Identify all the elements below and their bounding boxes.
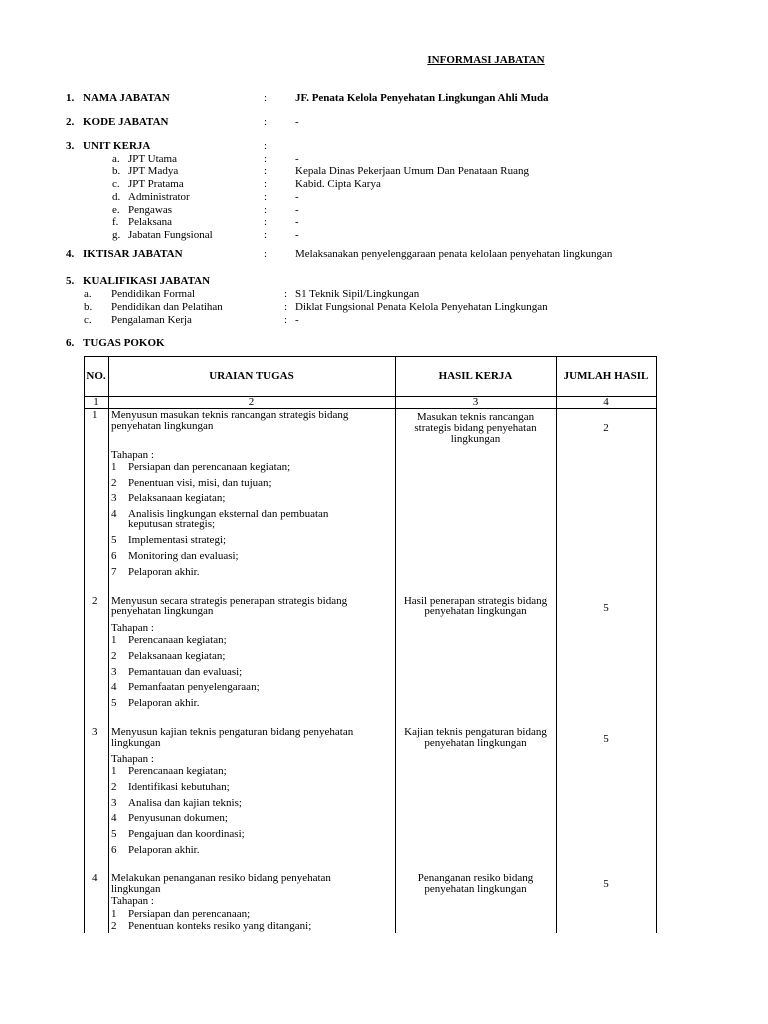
row-uraian: Melakukan penanganan resiko bidang penyehatan bbox=[111, 872, 331, 884]
table-border-left bbox=[84, 356, 85, 933]
page-title: INFORMASI JABATAN bbox=[427, 54, 545, 66]
table-header-no: NO. bbox=[86, 370, 106, 382]
step-num: 4 bbox=[111, 681, 117, 693]
tahapan-label: Tahapan : bbox=[111, 449, 154, 461]
section-number: 6. bbox=[66, 337, 75, 349]
section-number: 4. bbox=[66, 248, 75, 260]
step-num: 6 bbox=[111, 844, 117, 856]
kualifikasi-item-letter: a. bbox=[84, 288, 92, 300]
unit-item-label: Pengawas bbox=[128, 204, 172, 216]
section-label-iktisar-jabatan: IKTISAR JABATAN bbox=[83, 248, 183, 260]
section-label-kualifikasi-jabatan: KUALIFIKASI JABATAN bbox=[83, 275, 211, 287]
row-uraian: Menyusun secara strategis penerapan strategis bidang bbox=[111, 595, 348, 607]
step-text: Implementasi strategi; bbox=[128, 534, 227, 546]
colon: : bbox=[264, 229, 268, 241]
step-num: 1 bbox=[111, 765, 117, 777]
row-jumlah: 5 bbox=[603, 733, 609, 745]
step-text: Penentuan visi, misi, dan tujuan; bbox=[128, 477, 272, 489]
unit-item-value: - bbox=[295, 216, 299, 228]
kualifikasi-item-value: S1 Teknik Sipil/Lingkungan bbox=[295, 288, 420, 300]
step-text: Pemanfaatan penyelengaraan; bbox=[128, 681, 260, 693]
kualifikasi-item-value: - bbox=[295, 314, 299, 326]
colon: : bbox=[264, 178, 268, 190]
iktisar-jabatan-value: Melaksanakan penyelenggaraan penata kelolaan penyehatan lingkungan bbox=[295, 248, 613, 260]
step-num: 2 bbox=[111, 477, 117, 489]
table-col-divider bbox=[556, 356, 557, 933]
step-text: Penyusunan dokumen; bbox=[128, 812, 228, 824]
colon: : bbox=[264, 248, 268, 260]
step-text: Penentuan konteks resiko yang ditangani; bbox=[128, 920, 312, 932]
step-num: 1 bbox=[111, 634, 117, 646]
step-num: 5 bbox=[111, 697, 117, 709]
colon: : bbox=[284, 301, 288, 313]
unit-item-label: JPT Madya bbox=[128, 165, 179, 177]
unit-item-label: JPT Utama bbox=[128, 153, 177, 165]
section-label-unit-kerja: UNIT KERJA bbox=[83, 140, 151, 152]
row-hasil: penyehatan lingkungan bbox=[424, 737, 527, 749]
table-colnum: 4 bbox=[603, 396, 609, 408]
kualifikasi-item-label: Pendidikan dan Pelatihan bbox=[111, 301, 223, 313]
row-no: 4 bbox=[92, 872, 98, 884]
step-text: Pelaporan akhir. bbox=[128, 566, 200, 578]
table-header-jumlah: JUMLAH HASIL bbox=[563, 370, 649, 382]
row-uraian: lingkungan bbox=[111, 883, 161, 895]
section-label-nama-jabatan: NAMA JABATAN bbox=[83, 92, 170, 104]
colon: : bbox=[264, 140, 268, 152]
step-num: 1 bbox=[111, 908, 117, 920]
step-text: Analisis lingkungan eksternal dan pembuatan bbox=[128, 508, 329, 520]
step-num: 3 bbox=[111, 492, 117, 504]
row-uraian: penyehatan lingkungan bbox=[111, 420, 214, 432]
step-num: 3 bbox=[111, 797, 117, 809]
unit-item-value: Kabid. Cipta Karya bbox=[295, 178, 381, 190]
colon: : bbox=[284, 314, 288, 326]
colon: : bbox=[264, 165, 268, 177]
step-num: 1 bbox=[111, 461, 117, 473]
row-no: 3 bbox=[92, 726, 98, 738]
unit-item-letter: b. bbox=[112, 165, 121, 177]
kualifikasi-item-label: Pendidikan Formal bbox=[111, 288, 196, 300]
unit-item-value: - bbox=[295, 229, 299, 241]
row-hasil: strategis bidang penyehatan bbox=[414, 422, 537, 434]
row-hasil: penyehatan lingkungan bbox=[424, 605, 527, 617]
section-number: 5. bbox=[66, 275, 75, 287]
tahapan-label: Tahapan : bbox=[111, 895, 154, 907]
kualifikasi-item-value: Diklat Fungsional Penata Kelola Penyehatan Lingkungan bbox=[295, 301, 548, 313]
colon: : bbox=[264, 116, 268, 128]
unit-item-letter: c. bbox=[112, 178, 120, 190]
unit-item-letter: f. bbox=[112, 216, 119, 228]
step-text: Analisa dan kajian teknis; bbox=[128, 797, 242, 809]
step-text-cont: keputusan strategis; bbox=[128, 518, 216, 530]
table-colnum: 3 bbox=[472, 396, 479, 408]
row-hasil: penyehatan lingkungan bbox=[424, 883, 527, 895]
section-number: 1. bbox=[66, 92, 75, 104]
step-num: 4 bbox=[111, 812, 117, 824]
step-text: Pelaporan akhir. bbox=[128, 844, 200, 856]
unit-item-value: Kepala Dinas Pekerjaan Umum Dan Penataan Ruang bbox=[295, 165, 529, 177]
step-num: 3 bbox=[111, 666, 117, 678]
step-num: 2 bbox=[111, 920, 117, 932]
section-label-kode-jabatan: KODE JABATAN bbox=[83, 116, 169, 128]
colon: : bbox=[264, 216, 268, 228]
row-no: 2 bbox=[92, 595, 98, 607]
step-num: 7 bbox=[111, 566, 117, 578]
row-jumlah: 5 bbox=[603, 602, 609, 614]
unit-item-label: Jabatan Fungsional bbox=[128, 229, 213, 241]
table-colnum: 2 bbox=[248, 396, 255, 408]
row-hasil: lingkungan bbox=[450, 433, 501, 445]
unit-item-letter: d. bbox=[112, 191, 121, 203]
step-text: Pemantauan dan evaluasi; bbox=[128, 666, 243, 678]
step-text: Perencanaan kegiatan; bbox=[128, 634, 227, 646]
step-text: Identifikasi kebutuhan; bbox=[128, 781, 230, 793]
row-uraian: Menyusun kajian teknis pengaturan bidang penyehatan bbox=[111, 726, 354, 738]
step-text: Pelaksanaan kegiatan; bbox=[128, 650, 226, 662]
row-jumlah: 2 bbox=[603, 422, 609, 434]
table-border-top bbox=[84, 356, 657, 357]
unit-item-letter: e. bbox=[112, 204, 120, 216]
nama-jabatan-value: JF. Penata Kelola Penyehatan Lingkungan Ahli Muda bbox=[295, 92, 549, 104]
unit-item-letter: g. bbox=[112, 229, 121, 241]
colon: : bbox=[264, 191, 268, 203]
tahapan-label: Tahapan : bbox=[111, 753, 154, 765]
table-col-divider bbox=[108, 356, 109, 933]
step-text: Pelaksanaan kegiatan; bbox=[128, 492, 226, 504]
unit-item-letter: a. bbox=[112, 153, 120, 165]
row-hasil: Penanganan resiko bidang bbox=[417, 872, 534, 884]
section-label-tugas-pokok: TUGAS POKOK bbox=[83, 337, 165, 349]
step-text: Pengajuan dan koordinasi; bbox=[128, 828, 245, 840]
table-header-uraian: URAIAN TUGAS bbox=[209, 370, 294, 382]
step-num: 2 bbox=[111, 650, 117, 662]
row-uraian: Menyusun masukan teknis rancangan strategis bidang bbox=[111, 409, 349, 421]
step-num: 5 bbox=[111, 534, 117, 546]
step-text: Persiapan dan perencanaan kegiatan; bbox=[128, 461, 291, 473]
step-num: 5 bbox=[111, 828, 117, 840]
colon: : bbox=[264, 153, 268, 165]
row-jumlah: 5 bbox=[603, 878, 609, 890]
row-hasil: Kajian teknis pengaturan bidang bbox=[404, 726, 547, 738]
row-hasil: Masukan teknis rancangan bbox=[416, 411, 535, 423]
kualifikasi-item-letter: b. bbox=[84, 301, 93, 313]
unit-item-label: JPT Pratama bbox=[128, 178, 184, 190]
step-num: 6 bbox=[111, 550, 117, 562]
step-text: Persiapan dan perencanaan; bbox=[128, 908, 251, 920]
row-no: 1 bbox=[92, 409, 98, 421]
kode-jabatan-value: - bbox=[295, 116, 299, 128]
step-text: Perencanaan kegiatan; bbox=[128, 765, 227, 777]
colon: : bbox=[284, 288, 288, 300]
step-num: 4 bbox=[111, 508, 117, 520]
step-num: 2 bbox=[111, 781, 117, 793]
row-uraian: penyehatan lingkungan bbox=[111, 605, 214, 617]
step-text: Monitoring dan evaluasi; bbox=[128, 550, 239, 562]
unit-item-value: - bbox=[295, 191, 299, 203]
table-border-right bbox=[656, 356, 657, 933]
colon: : bbox=[264, 204, 268, 216]
unit-item-label: Administrator bbox=[128, 191, 190, 203]
colon: : bbox=[264, 92, 268, 104]
table-header-hasil: HASIL KERJA bbox=[438, 370, 513, 382]
section-number: 2. bbox=[66, 116, 75, 128]
row-hasil: Hasil penerapan strategis bidang bbox=[403, 595, 548, 607]
tahapan-label: Tahapan : bbox=[111, 622, 154, 634]
unit-item-label: Pelaksana bbox=[128, 216, 172, 228]
unit-item-value: - bbox=[295, 204, 299, 216]
row-uraian: lingkungan bbox=[111, 737, 161, 749]
section-number: 3. bbox=[66, 140, 75, 152]
step-text: Pelaporan akhir. bbox=[128, 697, 200, 709]
unit-item-value: - bbox=[295, 153, 299, 165]
kualifikasi-item-label: Pengalaman Kerja bbox=[111, 314, 192, 326]
kualifikasi-item-letter: c. bbox=[84, 314, 92, 326]
table-colnum: 1 bbox=[93, 396, 99, 408]
